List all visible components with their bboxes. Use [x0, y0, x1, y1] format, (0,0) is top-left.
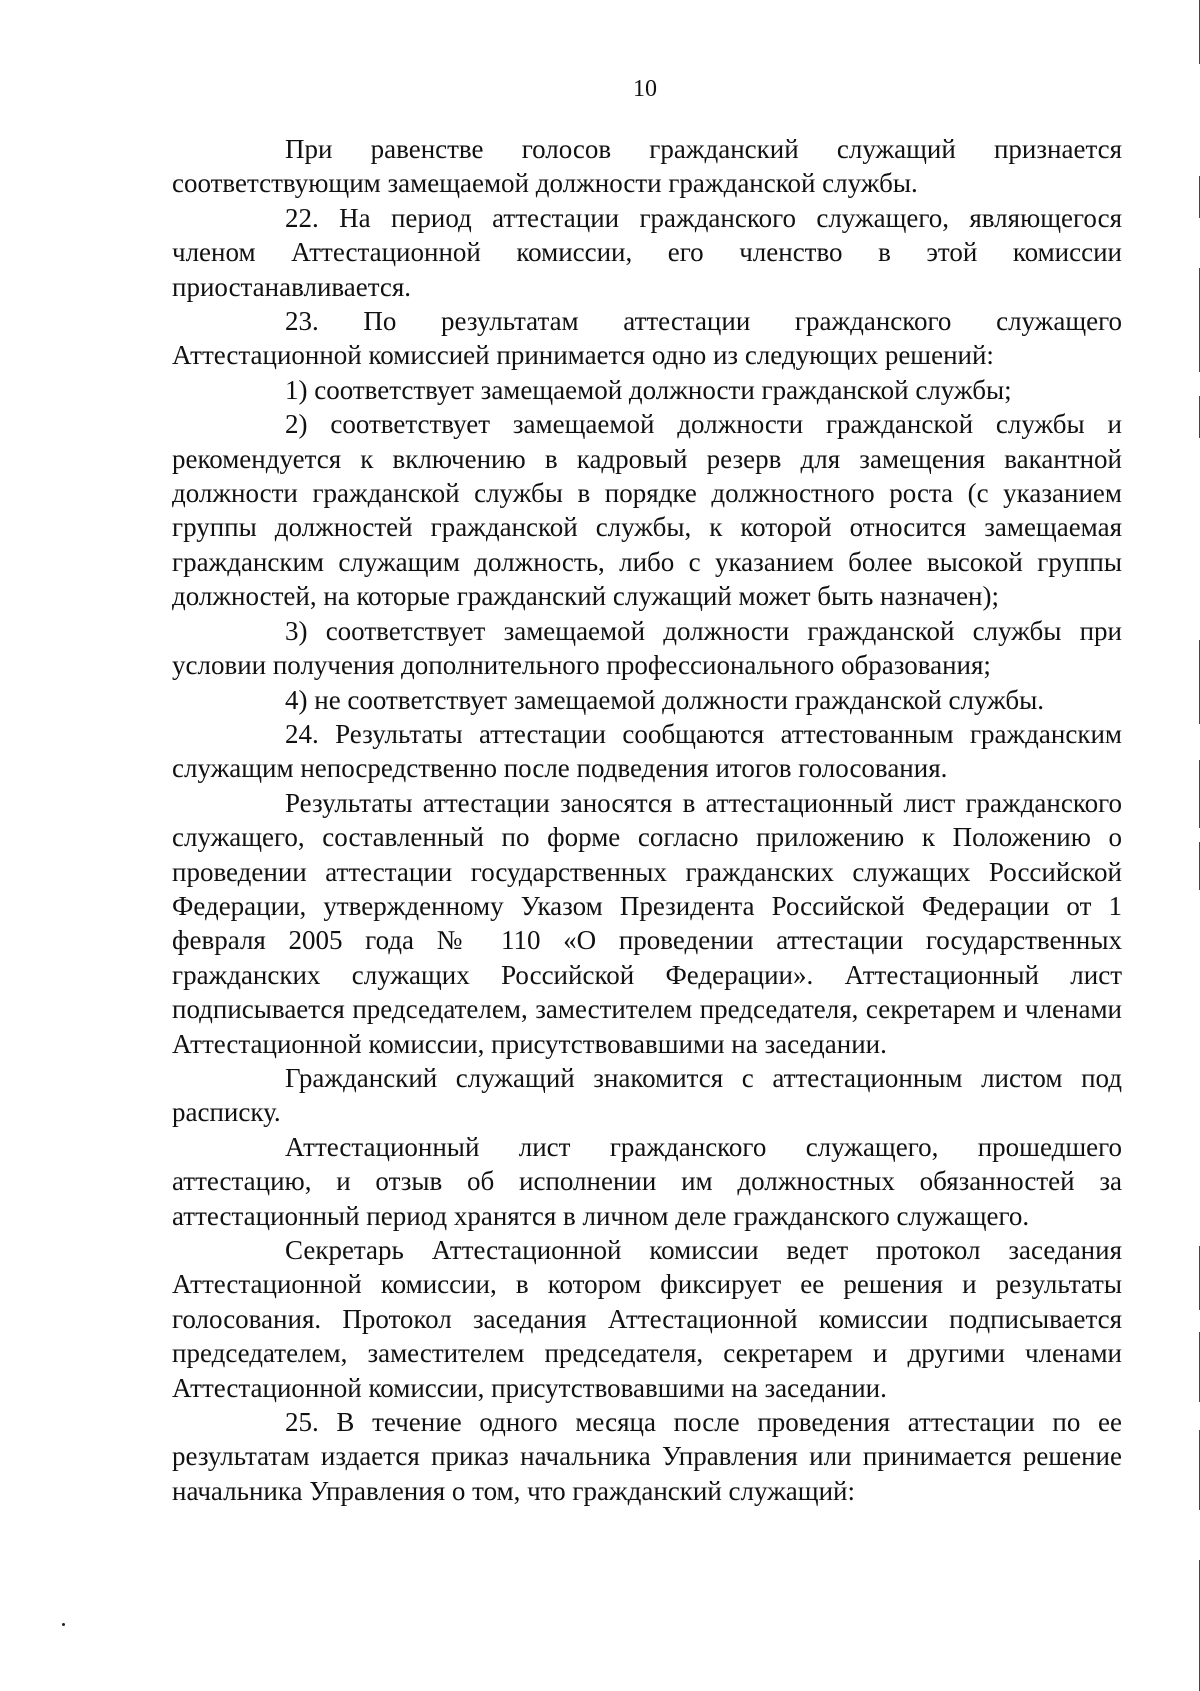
page-number: 10 [633, 76, 657, 102]
paragraph: При равенстве голосов гражданский служащий признается соответствующим замещаемой должности гражданской службы. [172, 134, 1122, 199]
paragraph: 23. По результатам аттестации гражданского служащего Аттестационной комиссией принимается одно из следующих решений: [172, 306, 1122, 371]
paragraph: 22. На период аттестации гражданского служащего, являющегося членом Аттестационной комиссии, его членство в этой комиссии приостанавливается. [172, 202, 1122, 302]
paragraph: 25. В течение одного месяца после проведения аттестации по ее результатам издается приказ начальника Управления или принимается решение начальника Управления о том, что гражданский служащий: [172, 1407, 1122, 1506]
list-item: 2) соответствует замещаемой должности гражданской службы и рекомендуется к включению в кадровый резерв для замещения вакантной должности гражданской службы в порядке должностного роста (с указанием группы должностей гражданской службы, к которой относится замещаемая гражданским служащим должность, либо с указанием более высокой группы должностей, на которые гражданский служащий может быть назначен); [172, 409, 1122, 612]
list-item: 3) соответствует замещаемой должности гражданской службы при условии получения дополнительного профессионального образования; [172, 615, 1122, 681]
paragraph: 24. Результаты аттестации сообщаются аттестованным гражданским служащим непосредственно после подведения итогов голосования. [172, 718, 1122, 784]
document-body [172, 132, 1122, 1508]
paragraph: Аттестационный лист гражданского служащего, прошедшего аттестацию, и отзыв об исполнении им должностных обязанностей за аттестационный период хранятся в личном деле гражданского служащего. [172, 1131, 1122, 1231]
paragraph: Результаты аттестации заносятся в аттестационный лист гражданского служащего, составленный по форме согласно приложению к Положению о проведении аттестации государственных гражданских служащих Российской Федерации, утвержденному Указом Президента Российской Федерации от 1 февраля 2005 года № 110 «О проведении аттестации государственных гражданских служащих Российской Федерации». Аттестационный лист подписывается председателем, заместителем председателя, секретарем и членами Аттестационной комиссии, присутствовавшими на заседании. [172, 787, 1122, 1059]
paragraph: Гражданский служащий знакомится с аттестационным листом под расписку. [172, 1062, 1122, 1128]
paragraph: Секретарь Аттестационной комиссии ведет протокол заседания Аттестационной комиссии, в котором фиксирует ее решения и результаты голосования. Протокол заседания Аттестационной комиссии подписывается председателем, заместителем председателя, секретарем и другими членами Аттестационной комиссии, присутствовавшими на заседании. [172, 1235, 1122, 1403]
scan-dot [62, 1623, 65, 1626]
list-item: 4) не соответствует замещаемой должности гражданской службы. [285, 684, 1045, 715]
list-item: 1) соответствует замещаемой должности гражданской службы; [285, 374, 1012, 405]
